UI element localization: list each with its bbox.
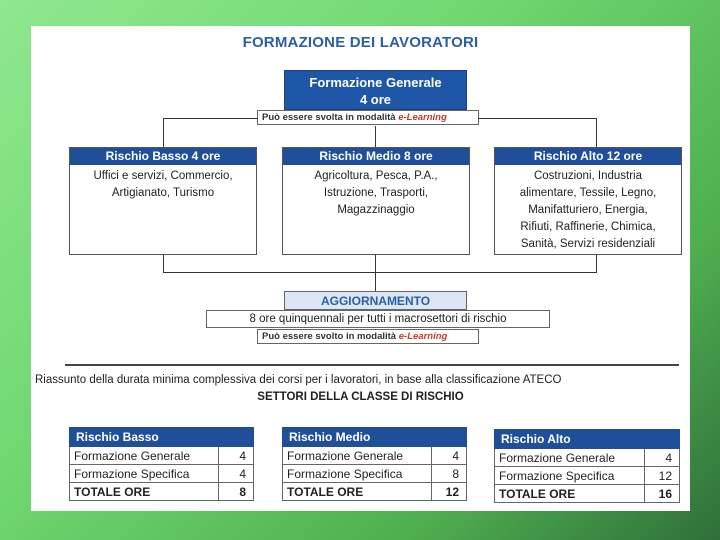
risk-medio-line: Magazzinaggio [337, 204, 415, 216]
risk-basso-line: Artigianato, Turismo [111, 187, 215, 199]
page-title: FORMAZIONE DEI LAVORATORI [242, 34, 479, 51]
connector-line [596, 118, 597, 147]
risk-medio-body [283, 165, 469, 219]
risk-medio-line: Agricoltura, Pesca, P.A., [314, 170, 438, 182]
table-row [495, 449, 680, 467]
risk-alto-title: Rischio Alto 12 ore [495, 148, 681, 165]
risk-box-medio [282, 147, 470, 255]
table-total-value: 12 [432, 483, 467, 501]
risk-medio-title: Rischio Medio 8 ore [283, 148, 469, 165]
risk-alto-line: Sanità, Servizi residenziali [520, 238, 656, 250]
table-medio-title: Rischio Medio [283, 428, 467, 447]
connector-line [596, 255, 597, 272]
aggiornamento-elearning-prefix: Può essere svolto in modalità [262, 331, 397, 342]
table-total-label: TOTALE ORE [70, 483, 219, 501]
connector-line [163, 118, 164, 147]
aggiornamento-title: AGGIORNAMENTO [284, 291, 467, 310]
table-total-value: 8 [219, 483, 254, 501]
table-cell-label: Formazione Specifica [283, 465, 432, 483]
formazione-generale-box [284, 70, 467, 110]
summary-table-medio [282, 427, 467, 501]
table-cell-label: Formazione Generale [495, 449, 645, 467]
risk-box-basso [69, 147, 257, 255]
connector-line [478, 118, 596, 119]
table-cell-label: Formazione Generale [283, 447, 432, 465]
risk-alto-line: Manifatturiero, Energia, [528, 204, 648, 216]
risk-alto-line: alimentare, Tessile, Legno, [519, 187, 657, 199]
table-total-label: TOTALE ORE [495, 485, 645, 503]
section-divider [65, 364, 679, 366]
table-total-label: TOTALE ORE [283, 483, 432, 501]
table-alto-title: Rischio Alto [495, 430, 680, 449]
table-cell-label: Formazione Specifica [70, 465, 219, 483]
table-row [283, 465, 467, 483]
connector-line [163, 255, 164, 272]
table-row [70, 465, 254, 483]
table-cell-label: Formazione Generale [70, 447, 219, 465]
table-row [70, 447, 254, 465]
table-cell-value: 4 [645, 449, 680, 467]
table-total-row [283, 483, 467, 501]
table-row [495, 467, 680, 485]
aggiornamento-elearning-note [257, 329, 479, 344]
formazione-generale-hours: 4 ore [359, 92, 392, 107]
table-cell-value: 8 [432, 465, 467, 483]
table-cell-value: 4 [219, 465, 254, 483]
table-total-row [70, 483, 254, 501]
risk-basso-line: Uffici e servizi, Commercio, [93, 170, 233, 182]
table-cell-value: 12 [645, 467, 680, 485]
risk-alto-body [495, 165, 681, 253]
summary-table-basso [69, 427, 254, 501]
summary-table-alto [494, 429, 680, 503]
connector-line [375, 255, 376, 291]
document-page [31, 26, 690, 511]
table-cell-value: 4 [432, 447, 467, 465]
table-row [283, 447, 467, 465]
connector-line [375, 126, 376, 147]
generale-elearning-prefix: Può essere svolta in modalità [262, 112, 396, 123]
aggiornamento-body: 8 ore quinquennali per tutti i macrosettori di rischio [206, 310, 550, 328]
risk-box-alto [494, 147, 682, 255]
risk-alto-line: Rifiuti, Raffinerie, Chimica, [520, 221, 656, 233]
risk-basso-title: Rischio Basso 4 ore [70, 148, 256, 165]
generale-elearning-note [257, 110, 479, 125]
risk-basso-body [70, 165, 256, 202]
connector-line [163, 272, 597, 273]
settori-title: SETTORI DELLA CLASSE DI RISCHIO [257, 391, 464, 403]
table-total-row [495, 485, 680, 503]
table-cell-value: 4 [219, 447, 254, 465]
table-cell-label: Formazione Specifica [495, 467, 645, 485]
generale-elearning-tag: e-Learning [398, 112, 447, 123]
table-total-value: 16 [645, 485, 680, 503]
risk-alto-line: Costruzioni, Industria [533, 170, 643, 182]
summary-text: Riassunto della durata minima complessiva dei corsi per i lavoratori, in base alla classificazione ATECO [35, 374, 562, 386]
risk-medio-line: Istruzione, Trasporti, [323, 187, 429, 199]
aggiornamento-elearning-tag: e-Learning [398, 331, 448, 342]
connector-line [163, 118, 258, 119]
formazione-generale-label: Formazione Generale [309, 75, 442, 90]
table-basso-title: Rischio Basso [70, 428, 254, 447]
